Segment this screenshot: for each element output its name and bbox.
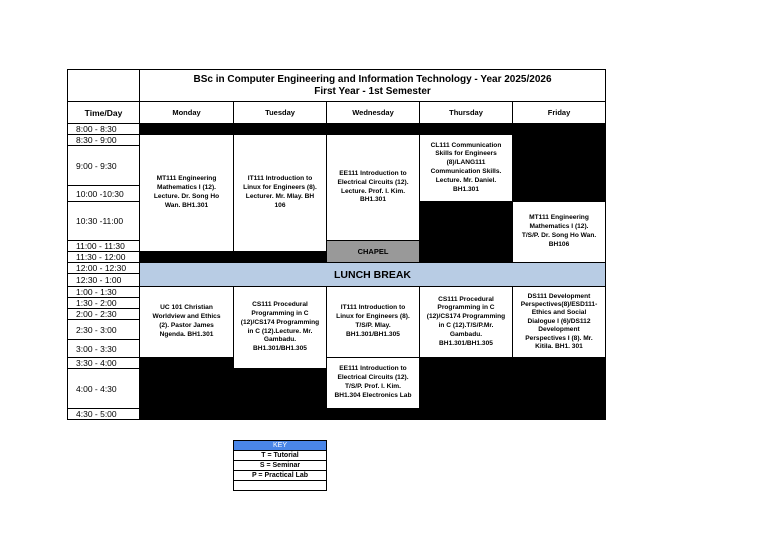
key-item (233, 480, 327, 491)
class-text-line: Skills for Engineers (435, 150, 497, 158)
class-text-line: EE111 Introduction to (339, 169, 407, 177)
class-text-line: MT111 Engineering (529, 214, 589, 222)
class-block-wednesday-afternoon (326, 286, 420, 358)
class-text-line: CL111 Communication (430, 141, 502, 149)
class-block-thursday-morning (419, 134, 513, 202)
key-item: P = Practical Lab (233, 470, 327, 481)
class-text-line: Communication Skills. (430, 168, 502, 175)
time-slot: 2:00 - 2:30 (67, 308, 140, 320)
class-text-line: (12)/CS174 Programming (240, 318, 320, 326)
class-text-line: Mathematics I (12). (157, 184, 216, 192)
empty-slot (233, 368, 327, 420)
key-item: T = Tutorial (233, 450, 327, 461)
time-slot: 10:00 -10:30 (67, 185, 140, 202)
header-corner (67, 69, 140, 102)
class-text-line: CS111 Procedural (438, 295, 494, 303)
class-text-line: BH1.304 Electronics Lab (334, 391, 412, 399)
class-text-line: BH106 (548, 240, 570, 248)
class-text-line: (2). Pastor James (159, 322, 214, 329)
class-text-line: Linux for Engineers (8). (243, 184, 317, 192)
time-day-header: Time/Day (67, 101, 140, 124)
class-block-tuesday-afternoon (233, 286, 327, 369)
class-text-line: T/S/P. Mlay. (355, 322, 391, 329)
time-slot: 4:30 - 5:00 (67, 408, 140, 420)
key-item: S = Seminar (233, 460, 327, 471)
class-text-line: Programming in C (437, 304, 495, 312)
class-text-line: Gambadu. (449, 330, 483, 338)
time-slot: 8:00 - 8:30 (67, 123, 140, 135)
day-header-monday: Monday (139, 101, 234, 124)
time-slot: 11:00 - 11:30 (67, 240, 140, 252)
class-text-line: Lecture. Dr. Song Ho (153, 193, 220, 200)
class-block-wednesday-late (326, 357, 420, 409)
class-text-line: Development (538, 326, 580, 334)
class-text-line: CS111 Procedural (252, 301, 308, 309)
class-text-line: Perspectives(8)/ESD111- (520, 300, 598, 308)
class-text-line: BH1.301 (359, 196, 387, 204)
class-text-line: Electrical Circuits (12). (337, 374, 409, 382)
class-block-thursday-afternoon (419, 286, 513, 358)
time-slot: 3:00 - 3:30 (67, 339, 140, 358)
class-block-tuesday-morning (233, 134, 327, 252)
class-text-line: DS111 Development (527, 292, 591, 300)
class-text-line: Dialogue I (6)/DS112 (527, 317, 591, 325)
class-text-line: in C (12).T/S/P.Mr. (438, 322, 494, 329)
class-text-line: T/S/P. Dr. Song Ho Wan. (521, 232, 597, 239)
time-slot: 3:30 - 4:00 (67, 357, 140, 369)
time-slot: 4:00 - 4:30 (67, 368, 140, 409)
class-text-line: BH1.301/BH1.305 (346, 330, 400, 338)
time-slot: 8:30 - 9:00 (67, 134, 140, 146)
class-block-monday-morning (139, 134, 234, 252)
time-slot: 10:30 -11:00 (67, 201, 140, 241)
chapel-block: CHAPEL (326, 240, 420, 263)
time-slot: 12:30 - 1:00 (67, 273, 140, 287)
class-text-line: Lecture. Prof. I. Kim. (340, 187, 406, 195)
class-text-line: MT111 Engineering (156, 175, 217, 183)
time-slot: 9:00 - 9:30 (67, 145, 140, 186)
class-text-line: IT111 Introduction to (247, 175, 313, 183)
class-text-line: Perspectives I (8). Mr. (525, 334, 593, 342)
class-text-line: Wan. BH1.301 (164, 201, 209, 209)
class-text-line: Worldview and Ethics (152, 313, 221, 321)
class-text-line: 106 (274, 201, 286, 209)
class-text-line: EE111 Introduction to (339, 365, 407, 373)
class-text-line: Electrical Circuits (12). (337, 178, 409, 186)
day-header-thursday: Thursday (419, 101, 513, 124)
time-slot: 1:30 - 2:00 (67, 297, 140, 309)
class-text-line: (12)/CS174 Programming (426, 313, 506, 321)
class-block-wednesday-morning (326, 134, 420, 241)
title-line-2: First Year - 1st Semester (314, 85, 431, 97)
title-line-1: BSc in Computer Engineering and Information Technology - Year 2025/2026 (193, 73, 552, 85)
class-text-line: Gambadu. (263, 336, 297, 344)
class-text-line: in C (12).Lecture. Mr. (247, 327, 313, 335)
class-text-line: T/S/P. Prof. I. Kim. (345, 383, 401, 390)
time-slot: 2:30 - 3:00 (67, 319, 140, 340)
lunch-break-banner: LUNCH BREAK (139, 262, 606, 287)
time-slot: 12:00 - 12:30 (67, 262, 140, 274)
empty-slot (139, 357, 234, 420)
class-text-line: Ngenda. BH1.301 (159, 330, 214, 338)
class-block-friday-afternoon (512, 286, 606, 358)
class-text-line: Programming in C (251, 309, 309, 317)
day-header-wednesday: Wednesday (326, 101, 420, 124)
key-title: KEY (233, 440, 327, 451)
class-text-line: Lecture. Mr. Daniel. (435, 176, 497, 184)
class-text-line: BH1.301/BH1.305 (253, 345, 307, 353)
empty-slot (419, 201, 513, 263)
class-block-monday-afternoon (139, 286, 234, 358)
class-text-line: BH1.301/BH1.305 (439, 339, 493, 347)
class-block-friday-morning (512, 201, 606, 263)
time-slot: 11:30 - 12:00 (67, 251, 140, 263)
class-text-line: Ethics and Social (531, 309, 587, 317)
empty-slot (419, 357, 606, 420)
class-text-line: Lecturer. Mr. Mlay. BH (245, 193, 315, 200)
day-header-friday: Friday (512, 101, 606, 124)
class-text-line: BH1.301 (452, 185, 480, 193)
time-slot: 1:00 - 1:30 (67, 286, 140, 298)
page-title (139, 69, 606, 102)
empty-slot (512, 134, 606, 202)
class-text-line: UC 101 Christian (160, 304, 213, 312)
class-text-line: Linux for Engineers (8). (336, 313, 410, 321)
class-text-line: (8)/LANG111 (446, 159, 486, 167)
class-text-line: Kitila. BH1. 301 (535, 343, 583, 351)
class-text-line: IT111 Introduction to (340, 304, 406, 312)
empty-slot (326, 408, 420, 420)
class-text-line: Mathematics I (12). (529, 223, 589, 231)
day-header-tuesday: Tuesday (233, 101, 327, 124)
